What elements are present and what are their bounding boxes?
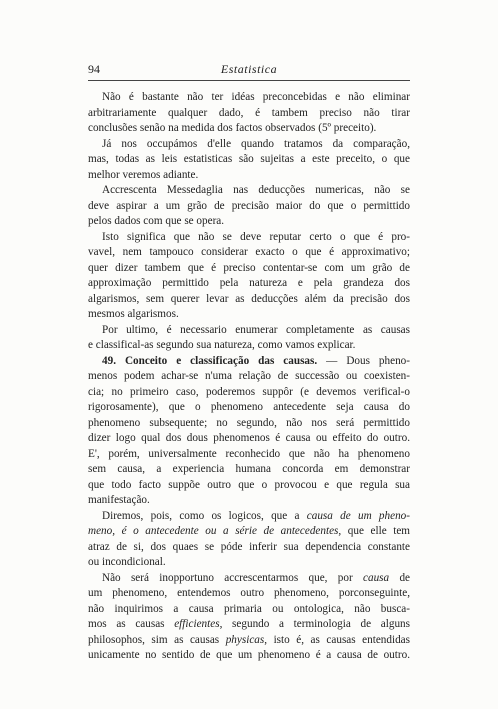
text-line: dizer logo qual dos dous phenomenos é causa ou effeito do outro. bbox=[88, 432, 410, 444]
text-line: Isto significa que não se deve reputar certo o que é pro- bbox=[102, 230, 410, 243]
text-line: Accrescenta Messedaglia nas deducções numericas, não se bbox=[102, 184, 410, 196]
text-line: cia; no primeiro caso, poderemos suppôr (e devemos verifical-o bbox=[88, 385, 410, 398]
text-line: pelos dados com que se opera. bbox=[88, 215, 225, 227]
italic-text: meno, é o antecedente ou a série de antecedentes, bbox=[88, 525, 342, 537]
text-line: rigorosamente), que o phenomeno antecedente seja causa do bbox=[88, 401, 410, 413]
text-line: unicamente no sentido de que um phenomeno é a causa de outro. bbox=[88, 649, 410, 661]
text-line: algarismos, sem querer levar as deducções além da precisão dos bbox=[88, 292, 410, 305]
text-line: mesmos algarismos. bbox=[88, 308, 179, 320]
page-body bbox=[88, 90, 410, 664]
text-segment: Diremos, pois, como os logicos, que a bbox=[102, 509, 307, 522]
text-line: arbitrariamente qualquer dado, é tambem preciso não tirar bbox=[88, 106, 410, 119]
text-line: menos podem achar-se n'uma relação de successão ou coexisten- bbox=[88, 370, 410, 382]
text-line: e classifical-as segundo sua natureza, como vamos explicar. bbox=[88, 339, 356, 351]
section-number: 49. bbox=[102, 354, 116, 367]
section-text: — Dous pheno- bbox=[317, 354, 410, 367]
text-line bbox=[88, 524, 410, 540]
text-line: sem causa, a experiencia humana concorda em demonstrar bbox=[88, 463, 410, 475]
text-line: mas, todas as leis estatisticas são sujeitas a este preceito, o que bbox=[88, 153, 410, 165]
text-line: conclusões senão na medida dos factos observados (5º preceito). bbox=[88, 122, 377, 134]
text-segment: de bbox=[389, 571, 410, 584]
text-segment: Não será inopportuno accrescentarmos que, por bbox=[102, 571, 364, 584]
text-segment: mos as causas bbox=[88, 618, 175, 630]
italic-text: causa bbox=[363, 571, 390, 584]
text-line: E', porém, universalmente reconhecido que não ha phenomeno bbox=[88, 447, 410, 460]
text-line: phenomeno subsequente; no segundo, não nos será permittido bbox=[88, 416, 410, 429]
text-segment: , segundo a terminologia de alguns bbox=[219, 618, 410, 630]
text-line bbox=[88, 617, 410, 633]
italic-text: causa de um pheno- bbox=[306, 509, 410, 522]
text-line: Por ultimo, é necessario enumerar completamente as causas bbox=[102, 323, 410, 336]
running-title: Estatistica bbox=[220, 62, 278, 76]
text-line: Já nos occupámos d'elle quando tratamos da comparação, bbox=[102, 137, 410, 150]
text-line: approximação permittido pela natureza e pela grandeza dos bbox=[88, 277, 410, 289]
text-segment: philosophos, sim as causas bbox=[88, 633, 226, 646]
text-line: ou incondicional. bbox=[88, 556, 166, 568]
italic-text: physicas bbox=[225, 633, 265, 646]
text-segment: , isto é, as causas entendidas bbox=[264, 633, 410, 646]
text-line: quer dizer tambem que é preciso contentar-se com um grão de bbox=[88, 261, 410, 274]
text-line: atraz de si, dos quaes se póde inferir sua dependencia constante bbox=[88, 540, 410, 553]
text-line bbox=[88, 633, 410, 649]
text-line bbox=[88, 571, 410, 587]
text-line: vavel, nem tampouco considerar exacto o que é approximativo; bbox=[88, 246, 410, 258]
text-line bbox=[88, 509, 410, 525]
text-line: não inquirimos a causa primaria ou ontologica, não busca- bbox=[88, 602, 410, 615]
text-line: que todo facto suppõe outro que o provocou e que regula sua bbox=[88, 478, 410, 491]
section-title: Conceito e classificação das causas. bbox=[124, 354, 318, 367]
page-number: 94 bbox=[88, 62, 100, 76]
text-line: manifestação. bbox=[88, 494, 150, 506]
section-heading-line bbox=[88, 354, 410, 370]
page-header bbox=[88, 62, 410, 78]
text-segment: que elle tem bbox=[341, 525, 410, 537]
text-line: melhor veremos adiante. bbox=[88, 168, 199, 181]
text-line: Não é bastante não ter idéas preconcebidas e não eliminar bbox=[102, 91, 410, 103]
header-rule bbox=[88, 80, 410, 81]
text-line: um phenomeno, entendemos outro phenomeno, porconseguinte, bbox=[88, 587, 410, 599]
italic-text: efficientes bbox=[174, 618, 220, 630]
text-line: deve aspirar a um grão de precisão maior do que o permittido bbox=[88, 199, 410, 212]
